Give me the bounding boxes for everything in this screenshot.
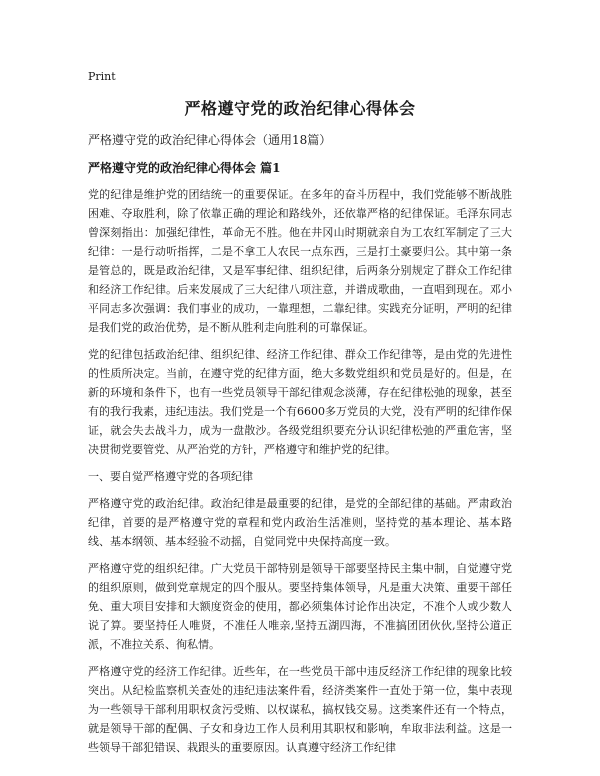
print-link[interactable]: Print [88, 70, 116, 83]
paragraph-3: 严格遵守党的政治纪律。政治纪律是最重要的纪律，是党的全部纪律的基础。严肃政治纪律，首要的是严格遵守党的章程和党内政治生活准则，坚持党的基本理论、基本路线、基本纲领、基本经验不动摇，自觉同党中央保持高度一致。 [88, 497, 512, 548]
paragraph-2: 党的纪律包括政治纪律、组织纪律、经济工作纪律、群众工作纪律等，是由党的先进性的性质所决定。当前，在遵守党的纪律方面，绝大多数党组织和党员是好的。但是，在新的环境和条件下，也有一些党员领导干部纪律观念淡薄，存在纪律松弛的现象，甚至有的我行我素，违纪违法。我们党是一个有6600多万党员的大党，没有严明的纪律作保证，就会失去战斗力，成为一盘散沙。各级党组织要充分认识纪律松弛的严重危害，坚决贯彻党要管党、从严治党的方针，严格遵守和维护党的纪律。 [88, 348, 512, 456]
paragraph-1: 党的纪律是维护党的团结统一的重要保证。在多年的奋斗历程中，我们党能够不断战胜困难、夺取胜利，除了依靠正确的理论和路线外，还依靠严格的纪律保证。毛泽东同志曾深刻指出：加强纪律性，革命无不胜。他在井冈山时期就亲自为工农红军制定了三大纪律：一是行动听指挥，二是不拿工人农民一点东西，三是打土豪要归公。其中第一条是管总的，既是政治纪律，又是军事纪律、组织纪律，后两条分别规定了群众工作纪律和经济工作纪律。后来发展成了三大纪律八项注意，并谱成歌曲，一直唱到现在。邓小平同志多次强调：我们事业的成功，一靠理想，二靠纪律。实践充分证明，严明的纪律是我们党的政治优势，是不断从胜利走向胜利的可靠保证。 [88, 188, 512, 334]
paragraph-4: 严格遵守党的组织纪律。广大党员干部特别是领导干部要坚持民主集中制，自觉遵守党的组织原则，做到党章规定的四个服从。要坚持集体领导，凡是重大决策、重要干部任免、重大项目安排和大额度资金的使用，都必须集体讨论作出决定，不准个人或少数人说了算。要坚持任人唯贤，不准任人唯亲,坚持五湖四海，不准搞团团伙伙,坚持公道正派，不准拉关系、徇私情。 [88, 562, 512, 651]
document-body [88, 185, 512, 765]
subsection-heading: 一、要自觉严格遵守党的各项纪律 [88, 470, 253, 483]
section-heading: 严格遵守党的政治纪律心得体会 篇1 [88, 161, 281, 175]
document-subtitle: 严格遵守党的政治纪律心得体会（通用18篇） [88, 133, 332, 147]
document-title: 严格遵守党的政治纪律心得体会 [184, 99, 416, 118]
paragraph-5: 严格遵守党的经济工作纪律。近些年，在一些党员干部中违反经济工作纪律的现象比较突出。从纪检监察机关查处的违纪违法案件看，经济类案件一直处于第一位，集中表现为一些领导干部利用职权贪污受贿、以权谋私，搞权钱交易。这类案件还有一个特点，就是领导干部的配偶、子女和身边工作人员利用其职权和影响，牟取非法利益。这是一些领导干部犯错误、栽跟头的重要原因。认真遵守经济工作纪律 [88, 665, 512, 754]
